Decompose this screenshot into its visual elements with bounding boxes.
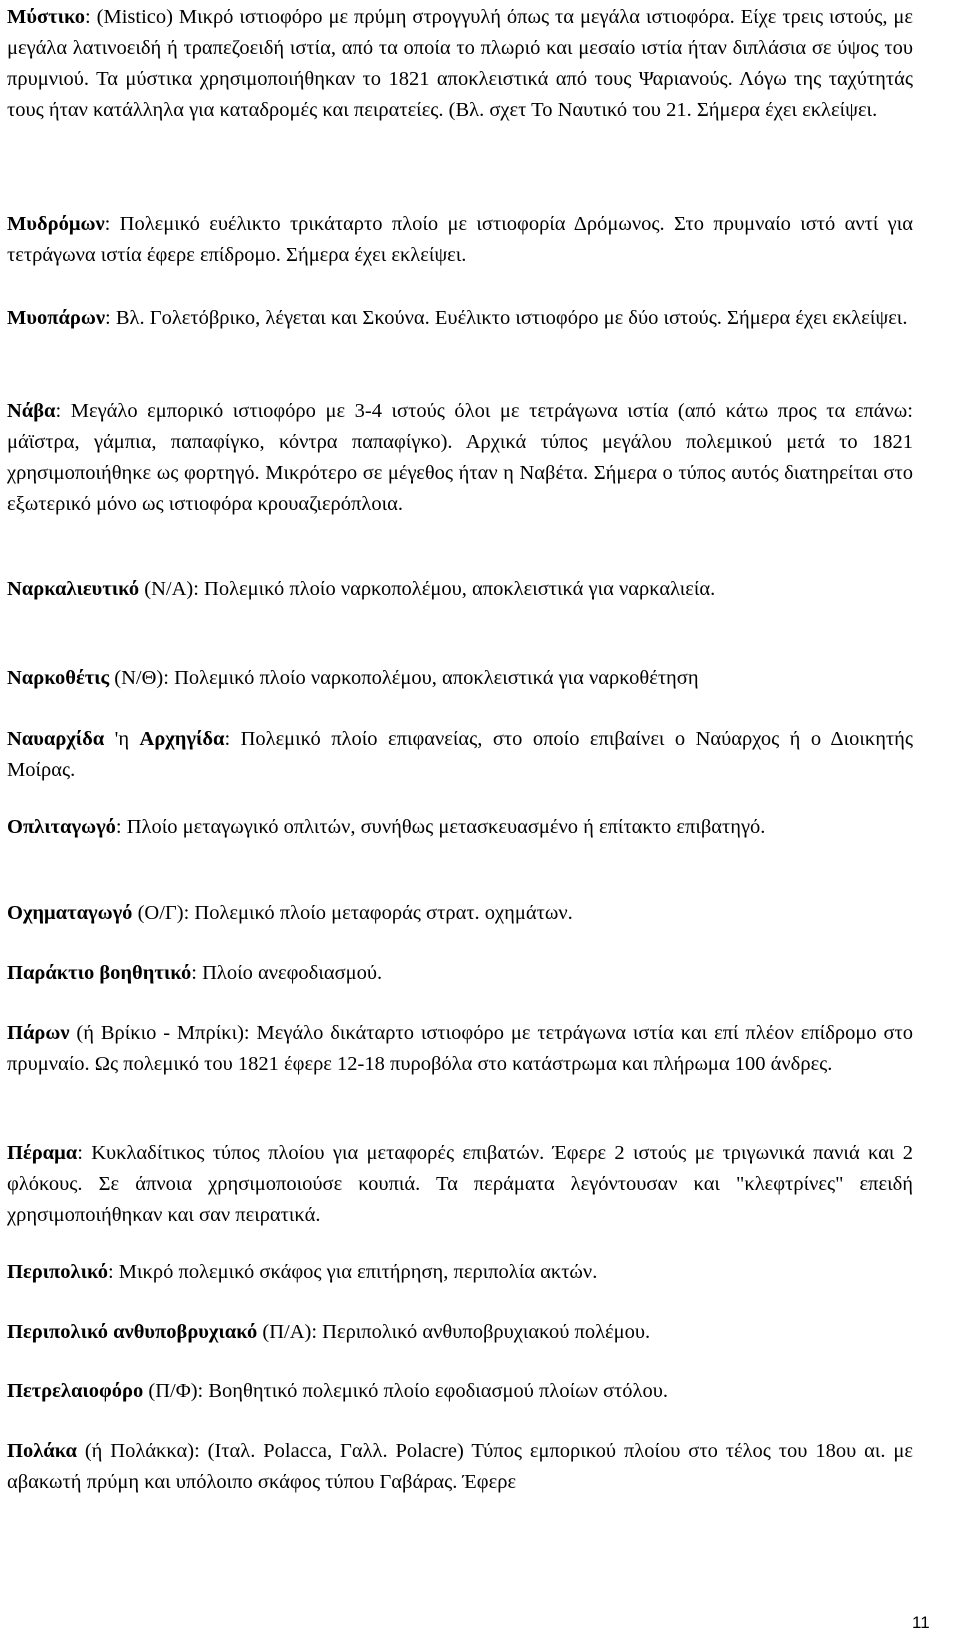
entry-body: (ή Βρίκιο - Μπρίκι): Μεγάλο δικάταρτο ιστιοφόρο με τετράγωνα ιστία και επί πλέον επίδρομο στο πρυμναίο. Ως πολεμικό του 1821 έφερε 12-18 πυροβόλα στο κατάστρωμα και πλήρωμα 100 άνδρες. (7, 1022, 913, 1075)
entry-body: (Π/Φ): Βοηθητικό πολεμικό πλοίο εφοδιασμού πλοίων στόλου. (143, 1380, 668, 1402)
entry-nayarchida (7, 724, 913, 786)
entry-polaka (7, 1436, 913, 1498)
entry-term: Πολάκα (7, 1440, 77, 1462)
entry-narkalieutiko (7, 574, 913, 605)
entry-body: : Κυκλαδίτικος τύπος πλοίου για μεταφορές επιβατών. Έφερε 2 ιστούς με τριγωνικά πανιά και 2 φλόκους. Σε άπνοια χρησιμοποιούσε κουπιά. Τα περάματα λεγόντουσαν και "κλεφτρίνες" επειδή χρησιμοποιήθηκαν και σαν πειρατικά. (7, 1142, 913, 1226)
entry-body: (Ν/Α): Πολεμικό πλοίο ναρκοπολέμου, αποκλειστικά για ναρκαλιεία. (139, 578, 716, 600)
entry-perama (7, 1138, 913, 1231)
entry-term: Ναυαρχίδα (7, 728, 105, 750)
entry-term: Παράκτιο βοηθητικό (7, 962, 192, 984)
entry-term: Μυοπάρων (7, 307, 106, 329)
entry-term: Πέραμα (7, 1142, 78, 1164)
entry-term-alt: Αρχηγίδα (139, 728, 225, 750)
entry-term: Οχηματαγωγό (7, 902, 133, 924)
entry-peripoliko (7, 1257, 913, 1288)
entry-body: (Ν/Θ): Πολεμικό πλοίο ναρκοπολέμου, αποκλειστικά για ναρκοθέτηση (109, 667, 699, 689)
entry-oplitagogo (7, 812, 913, 843)
entry-body: : Πλοίο μεταγωγικό οπλιτών, συνήθως μετασκευασμένο ή επίτακτο επιβατηγό. (115, 816, 766, 838)
entry-myoparon (7, 303, 913, 334)
entry-body: : Πολεμικό ευέλικτο τρικάταρτο πλοίο με ιστιοφορία Δρόμωνος. Στο πρυμναίο ιστό αντί για τετράγωνα ιστία έφερε επίδρομο. Σήμερα έχει εκλείψει. (7, 213, 913, 266)
entry-body: : Μικρό πολεμικό σκάφος για επιτήρηση, περιπολία ακτών. (107, 1261, 598, 1283)
entry-body: : Μεγάλο εμπορικό ιστιοφόρο με 3-4 ιστούς όλοι με τετράγωνα ιστία (από κάτω προς τα επάνω: μάϊστρα, γάμπια, παπαφίγκο, κόντρα παπαφίγκο). Αρχικά τύπος μεγάλου πολεμικού μετά το 1821 χρησιμοποιήθηκε ως φορτηγό. Μικρότερο σε μέγεθος ήταν η Ναβέτα. Σήμερα ο τύπος αυτός διατηρείται στο εξωτερικό μόνο ως ιστιοφόρα κρουαζιερόπλοια. (7, 400, 913, 515)
entry-term: Πετρελαιοφόρο (7, 1380, 144, 1402)
entry-ochimatagogo (7, 898, 913, 929)
entry-term: Οπλιταγωγό (7, 816, 116, 838)
entry-petrelaioforo (7, 1376, 913, 1407)
entry-body: (Ο/Γ): Πολεμικό πλοίο μεταφοράς στρατ. οχημάτων. (132, 902, 573, 924)
entry-term: Περιπολικό ανθυποβρυχιακό (7, 1321, 258, 1343)
entry-peripoliko-anthypovrychiako (7, 1317, 913, 1348)
entry-body: (ή Πολάκκα): (Ιταλ. Polacca, Γαλλ. Polacre) Τύπος εμπορικού πλοίου στο τέλος του 18ου αι. με αβακωτή πρύμη και υπόλοιπο σκάφος τύπου Γαβάρας. Έφερε (7, 1440, 913, 1493)
entry-paron (7, 1018, 913, 1080)
entry-mystiko (7, 2, 913, 126)
entry-term: Μύστικο (7, 6, 85, 28)
entry-body: : Πλοίο ανεφοδιασμού. (191, 962, 383, 984)
entry-body: (Π/Α): Περιπολικό ανθυποβρυχιακού πολέμου. (257, 1321, 651, 1343)
entry-parakto-voithitiko (7, 958, 913, 989)
entry-connector: 'η (104, 728, 140, 750)
entry-body: : Πολεμικό πλοίο επιφανείας, στο οποίο επιβαίνει ο Ναύαρχος ή ο Διοικητής Μοίρας. (7, 728, 913, 781)
page-number: 11 (912, 1613, 930, 1632)
entry-body: : (Mistico) Μικρό ιστιοφόρο με πρύμη στρογγυλή όπως τα μεγάλα ιστιοφόρα. Είχε τρεις ιστούς, με μεγάλα λατινοειδή ή τραπεζοειδή ιστία, από τα οποία το πλωριό και μεσαίο ιστία ήταν διπλάσια σε ύψος του πρυμνιού. Τα μύστικα χρησιμοποιήθηκαν το 1821 αποκλειστικά από τους Ψαριανούς. Λόγω της ταχύτητάς τους ήταν κατάλληλα για καταδρομές και πειρατείες. (Βλ. σχετ Το Ναυτικό του 21. Σήμερα έχει εκλείψει. (7, 6, 913, 121)
entry-term: Ναρκοθέτις (7, 667, 110, 689)
entry-body: : Βλ. Γολετόβρικο, λέγεται και Σκούνα. Ευέλικτο ιστιοφόρο με δύο ιστούς. Σήμερα έχει εκλείψει. (105, 307, 908, 329)
entry-narkothetis (7, 663, 913, 694)
entry-mydromon (7, 209, 913, 271)
entry-term: Ναρκαλιευτικό (7, 578, 140, 600)
entry-term: Πάρων (7, 1022, 70, 1044)
entry-nava (7, 396, 913, 520)
entry-term: Μυδρόμων (7, 213, 105, 235)
entry-term: Περιπολικό (7, 1261, 108, 1283)
entry-term: Νάβα (7, 400, 56, 422)
